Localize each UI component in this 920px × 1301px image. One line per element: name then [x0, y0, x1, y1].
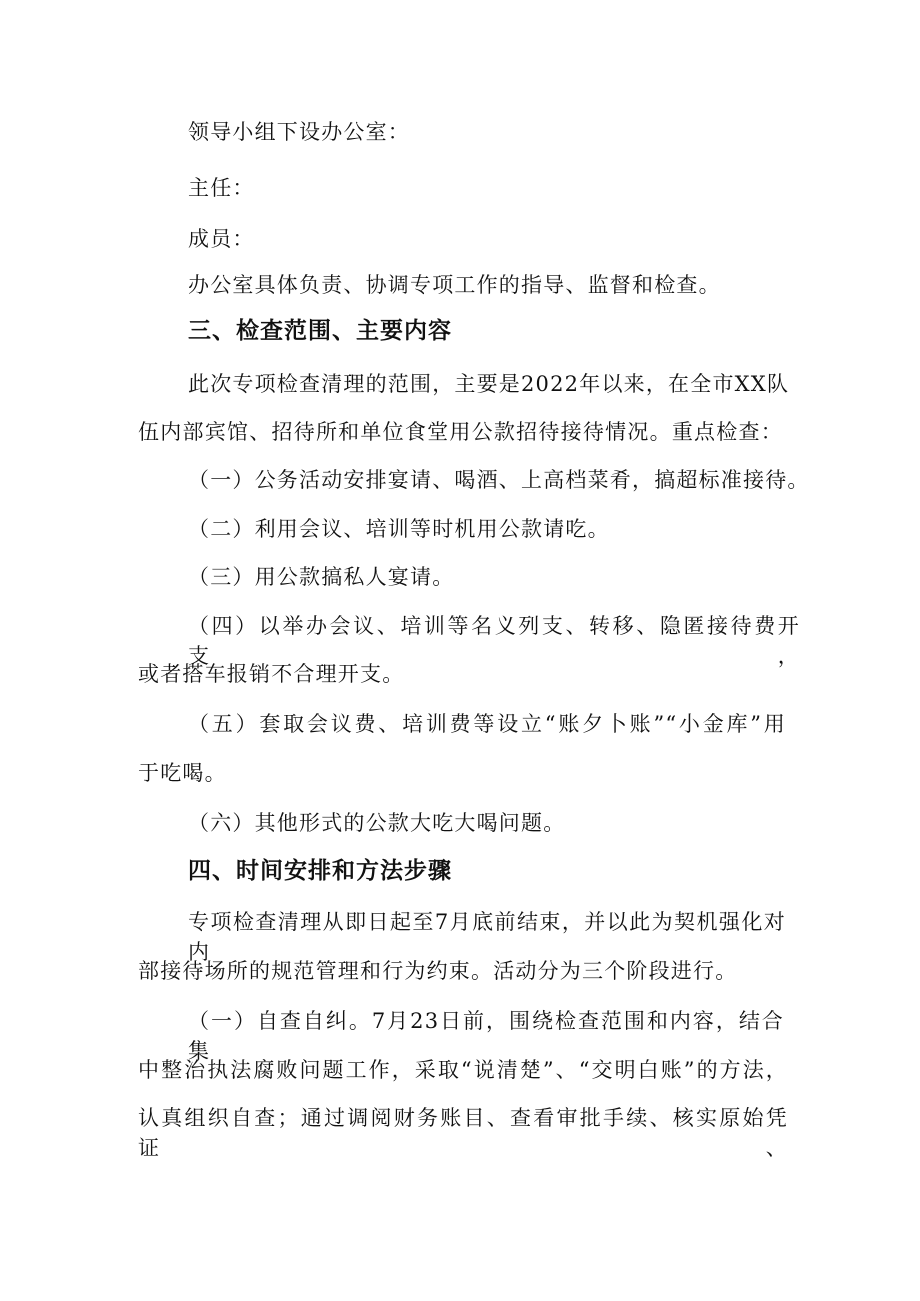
paragraph-line: 中整治执法腐败问题工作，采取“说清楚”、“交明白账”的方法， [138, 1058, 788, 1082]
paragraph-line: 专项检查清理从即日起至7月底前结束，并以此为契机强化对内 [188, 910, 786, 964]
list-item-line: （二）利用会议、培训等时机用公款请吃。 [188, 517, 610, 541]
list-item-line: 于吃喝。 [138, 761, 227, 785]
paragraph-line: （一）自查自纠。7月23日前，围绕检查范围和内容，结合集 [188, 1009, 784, 1063]
paragraph-line: 部接待场所的规范管理和行为约束。活动分为三个阶段进行。 [138, 959, 738, 983]
section-heading: 三、检查范围、主要内容 [188, 318, 452, 344]
list-item-line: （一）公务活动安排宴请、喝酒、上高档菜肴，搞超标准接待。 [188, 468, 810, 492]
paragraph-line: 领导小组下设办公室： [188, 120, 410, 144]
paragraph-line: 此次专项检查清理的范围，主要是2022年以来，在全市XX队 [188, 372, 790, 396]
list-item-line: 或者搭车报销不合理开支。 [138, 662, 405, 686]
list-item-line: （三）用公款搞私人宴请。 [188, 565, 455, 589]
paragraph-line: 伍内部宾馆、招待所和单位食堂用公款招待接待情况。重点检查： [138, 420, 783, 444]
list-item-line: （四）以举办会议、培训等名义列支、转移、隐匿接待费开支， [188, 614, 800, 668]
paragraph-line: 办公室具体负责、协调专项工作的指导、监督和检查。 [188, 273, 721, 297]
list-item-line: （六）其他形式的公款大吃大喝问题。 [188, 811, 566, 835]
list-item-line: （五）套取会议费、培训费等设立“账夕卜账”“小金库”用 [188, 712, 786, 736]
section-heading: 四、时间安排和方法步骤 [188, 858, 452, 884]
paragraph-line: 主任： [188, 176, 255, 200]
paragraph-line: 认真组织自查；通过调阅财务账目、查看审批手续、核实原始凭证、 [138, 1106, 788, 1160]
paragraph-line: 成员： [188, 227, 255, 251]
